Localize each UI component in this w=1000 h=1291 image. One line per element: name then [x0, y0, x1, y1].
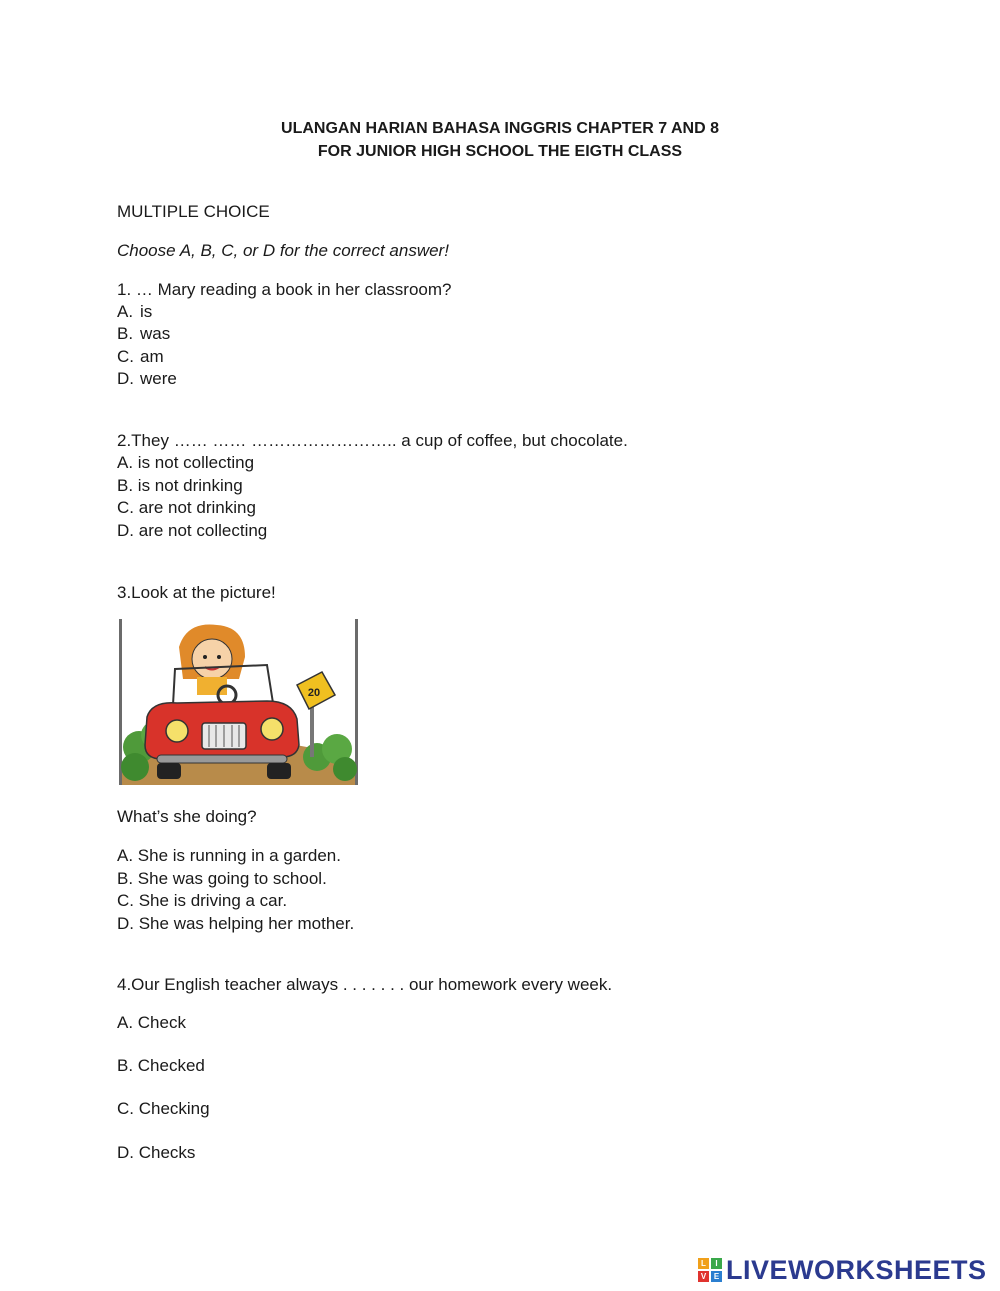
question-2-option-b[interactable] [117, 475, 243, 498]
option-text: is not drinking [137, 476, 243, 495]
question-3-option-a[interactable]: A. She is running in a garden. [117, 846, 341, 865]
logo-block: V [698, 1271, 709, 1282]
option-letter: C. [117, 498, 134, 517]
option-text: are not drinking [138, 498, 256, 517]
question-1-option-c[interactable] [117, 346, 164, 369]
question-4-text: 4.Our English teacher always . . . . . . . our homework every week. [117, 975, 613, 994]
instruction-text: Choose A, B, C, or D for the correct answer! [117, 241, 449, 260]
option-text: is not collecting [137, 453, 255, 472]
logo-blocks-icon [698, 1258, 722, 1282]
logo-block: E [711, 1271, 722, 1282]
question-4-option-b[interactable]: B. Checked [117, 1056, 205, 1075]
question-3-option-b[interactable]: B. She was going to school. [117, 869, 327, 888]
question-1-option-d[interactable] [117, 368, 177, 391]
question-4-option-c[interactable]: C. Checking [117, 1099, 210, 1118]
question-2-option-d[interactable] [117, 520, 267, 543]
option-text: was [140, 324, 171, 343]
option-text: are not collecting [138, 521, 268, 540]
option-letter: A. [117, 302, 134, 321]
option-letter: B. [117, 476, 134, 495]
sign-number: 20 [307, 687, 321, 699]
question-2-option-c[interactable] [117, 497, 256, 520]
option-text: is [140, 302, 153, 321]
logo-block: L [698, 1258, 709, 1269]
option-letter: C. [117, 347, 134, 366]
question-2-option-a[interactable] [117, 452, 254, 475]
option-text: am [140, 347, 164, 366]
option-letter: D. [117, 369, 134, 388]
page-title-line2: FOR JUNIOR HIGH SCHOOL THE EIGTH CLASS [317, 143, 683, 160]
girl-driving-car-picture [117, 617, 360, 785]
question-3-option-c[interactable]: C. She is driving a car. [117, 891, 288, 910]
liveworksheets-logo [698, 1254, 987, 1286]
page-title-line1: ULANGAN HARIAN BAHASA INGGRIS CHAPTER 7 AND 8 [281, 120, 719, 137]
question-4-option-d[interactable]: D. Checks [117, 1143, 196, 1162]
logo-text: LIVEWORKSHEETS [726, 1254, 987, 1285]
option-text: were [140, 369, 177, 388]
logo-block: I [711, 1258, 722, 1269]
option-letter: B. [117, 324, 134, 343]
question-3-option-d[interactable]: D. She was helping her mother. [117, 914, 355, 933]
question-2-text: 2.They …… …… …………………….. a cup of coffee, but chocolate. [117, 431, 628, 450]
option-letter: D. [117, 521, 134, 540]
question-1-text: 1. … Mary reading a book in her classroom? [117, 280, 452, 299]
option-letter: A. [117, 453, 134, 472]
question-3-text: 3.Look at the picture! [117, 583, 276, 602]
question-1-option-b[interactable] [117, 323, 170, 346]
question-4-option-a[interactable]: A. Check [117, 1013, 186, 1032]
question-1-option-a[interactable] [117, 301, 152, 324]
section-heading: MULTIPLE CHOICE [117, 202, 270, 221]
question-3-subtext: What’s she doing? [117, 807, 257, 826]
